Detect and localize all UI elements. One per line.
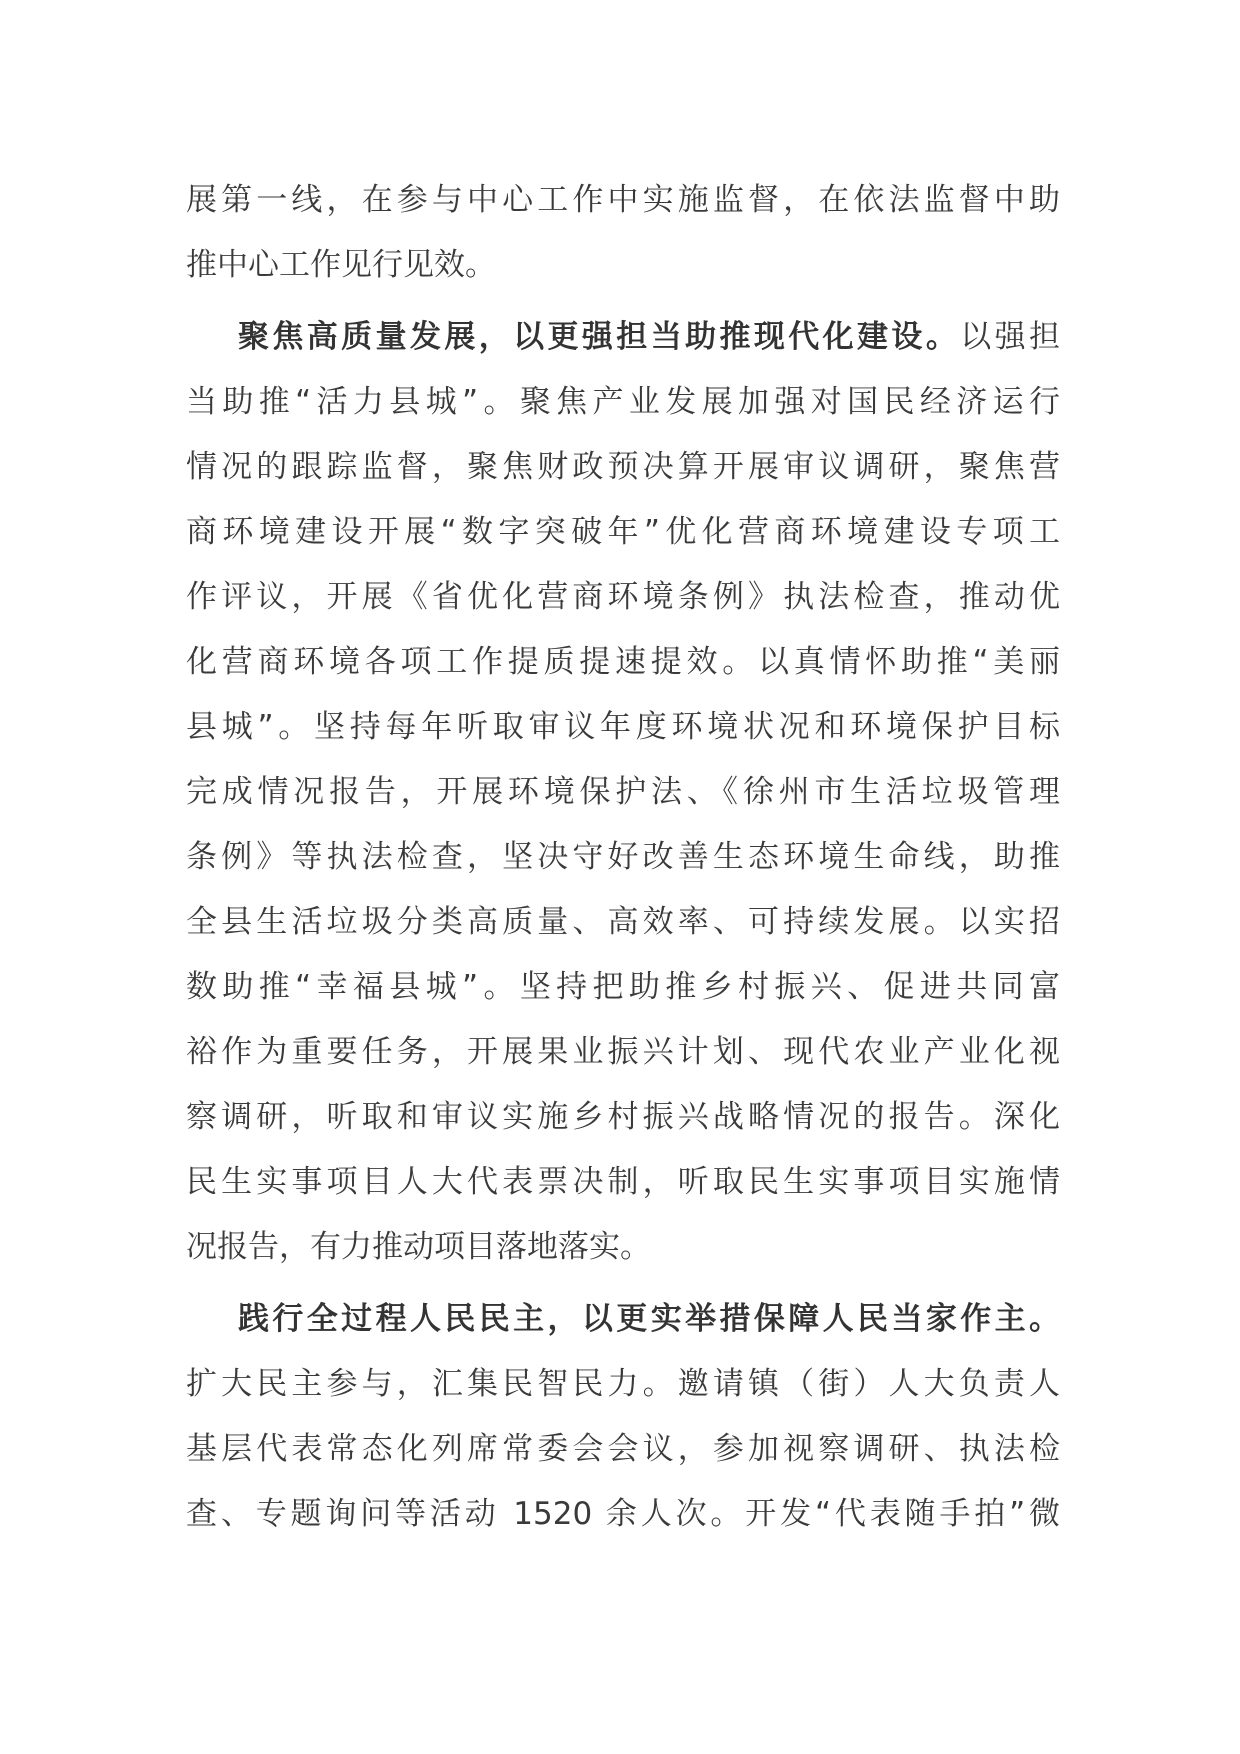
text-line — [186, 168, 1060, 233]
text-line — [186, 1215, 1060, 1280]
text-line — [186, 825, 1060, 890]
text-line — [186, 1287, 1060, 1352]
text-line — [186, 1482, 1060, 1547]
paragraph-continuation — [186, 168, 1060, 298]
line-text: 情况的跟踪监督，聚焦财政预决算开展审议调研，聚焦营 — [186, 449, 1060, 485]
text-line — [186, 1352, 1060, 1417]
line-text: 基层代表常态化列席常委会会议，参加视察调研、执法检 — [186, 1431, 1060, 1467]
line-text: 县城”。坚持每年听取审议年度环境状况和环境保护目标 — [186, 709, 1060, 745]
paragraph-high-quality-development — [186, 305, 1060, 1280]
text-line — [186, 370, 1060, 435]
line-text: 察调研，听取和审议实施乡村振兴战略情况的报告。深化 — [186, 1099, 1060, 1135]
line-text: 推中心工作见行见效。 — [186, 247, 496, 283]
line-text: 民生实事项目人大代表票决制，听取民生实事项目实施情 — [186, 1164, 1060, 1200]
line-text: 查、专题询问等活动 1520 余人次。开发“代表随手拍”微 — [186, 1496, 1060, 1532]
text-line — [186, 1417, 1060, 1482]
paragraph-whole-process-democracy — [186, 1287, 1060, 1547]
line-text: 况报告，有力推动项目落地落实。 — [186, 1229, 651, 1265]
line-text: 全县生活垃圾分类高质量、高效率、可持续发展。以实招 — [186, 904, 1060, 940]
text-line — [186, 435, 1060, 500]
line-text: 化营商环境各项工作提质提速提效。以真情怀助推“美丽 — [186, 644, 1060, 680]
text-line — [186, 500, 1060, 565]
line-text: 以强担 — [960, 319, 1061, 355]
text-line — [186, 1150, 1060, 1215]
text-line — [186, 695, 1060, 760]
text-line — [186, 305, 1060, 370]
line-text: 数助推“幸福县城”。坚持把助推乡村振兴、促进共同富 — [186, 969, 1060, 1005]
text-line — [186, 760, 1060, 825]
line-text: 条例》等执法检查，坚决守好改善生态环境生命线，助推 — [186, 839, 1060, 875]
text-line — [186, 1020, 1060, 1085]
text-line — [186, 565, 1060, 630]
line-text: 裕作为重要任务，开展果业振兴计划、现代农业产业化视 — [186, 1034, 1060, 1070]
line-text: 扩大民主参与，汇集民智民力。邀请镇（街）人大负责人 — [186, 1366, 1060, 1402]
line-text: 商环境建设开展“数字突破年”优化营商环境建设专项工 — [186, 514, 1060, 550]
paragraph-lead-heading: 践行全过程人民民主，以更实举措保障人民当家作主。 — [238, 1301, 1060, 1337]
line-text: 作评议，开展《省优化营商环境条例》执法检查，推动优 — [186, 579, 1060, 615]
text-line — [186, 630, 1060, 695]
line-text: 展第一线，在参与中心工作中实施监督，在依法监督中助 — [186, 182, 1060, 218]
line-text: 完成情况报告，开展环境保护法、《徐州市生活垃圾管理 — [186, 774, 1060, 810]
text-line — [186, 1085, 1060, 1150]
text-line — [186, 890, 1060, 955]
text-line — [186, 955, 1060, 1020]
line-text: 当助推“活力县城”。聚焦产业发展加强对国民经济运行 — [186, 384, 1060, 420]
paragraph-lead-heading: 聚焦高质量发展，以更强担当助推现代化建设。 — [238, 319, 961, 355]
document-body — [186, 168, 1060, 1547]
text-line — [186, 233, 1060, 298]
